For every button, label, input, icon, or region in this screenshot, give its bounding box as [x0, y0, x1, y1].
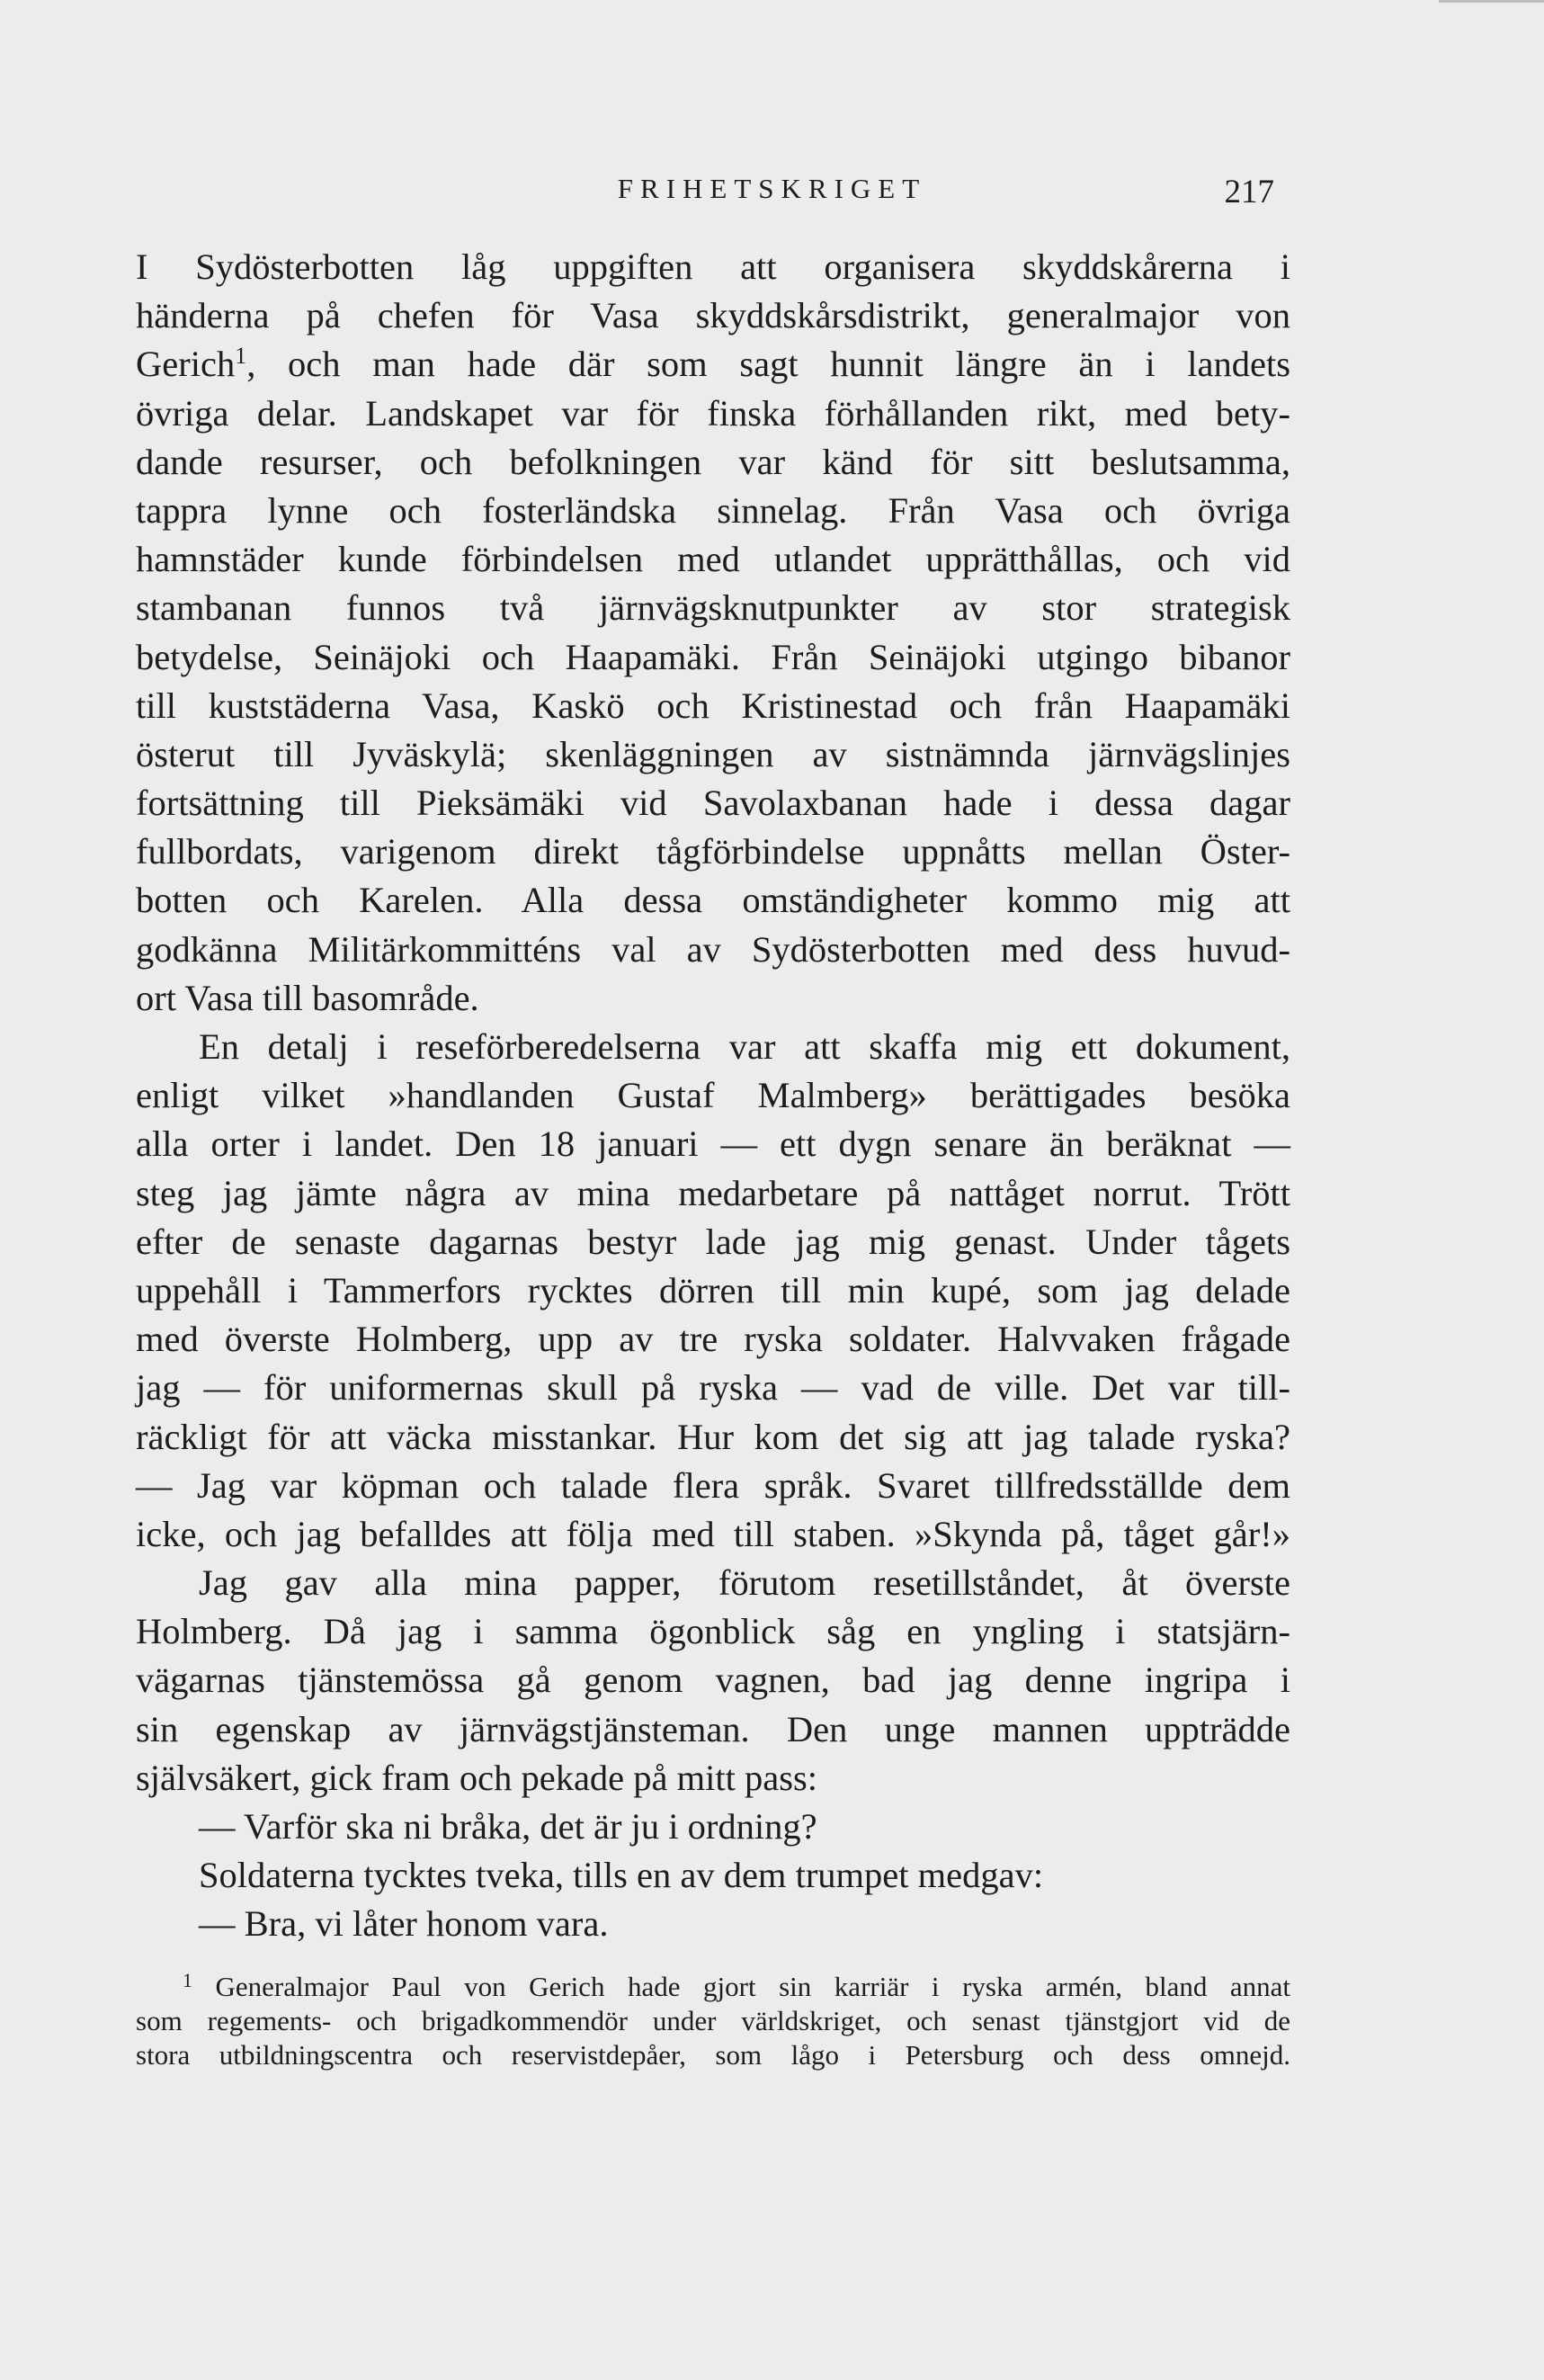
footnote-marker: 1	[183, 1969, 192, 1991]
text-line: österut till Jyväskylä; skenläggningen av sistnämnda järnvägslinjes	[136, 733, 1290, 774]
text-line: icke, och jag befalldes att följa med till staben. »Skynda på, tåget går!»	[136, 1513, 1290, 1554]
text-line: En detalj i reseförberedelserna var att skaffa mig ett dokument,	[199, 1026, 1290, 1067]
text-line: steg jag jämte några av mina medarbetare på nattåget norrut. Trött	[136, 1172, 1290, 1213]
paragraph	[136, 1023, 1290, 1559]
text-line: botten och Karelen. Alla dessa omständigheter kommo mig att	[136, 880, 1290, 921]
text-line: till kuststäderna Vasa, Kaskö och Kristinestad och från Haapamäki	[136, 684, 1290, 726]
text-line: ort Vasa till basområde.	[136, 977, 479, 1018]
text-line	[136, 340, 1290, 389]
text-line: hamnstäder kunde förbindelsen med utlandet upprätthållas, och vid	[136, 539, 1290, 580]
text-line: övriga delar. Landskapet var för finska förhållanden rikt, med bety-	[136, 392, 1290, 434]
text-line: händerna på chefen för Vasa skyddskårsdistrikt, generalmajor von	[136, 295, 1290, 336]
text-line: vägarnas tjänstemössa gå genom vagnen, bad jag denne ingripa i	[136, 1660, 1290, 1701]
scan-edge-rule	[1439, 0, 1544, 3]
footnote-line: stora utbildningscentra och reservistdepåer, som lågo i Petersburg och dess omnejd.	[136, 2039, 1290, 2071]
paragraph	[136, 243, 1290, 1023]
text-line: alla orter i landet. Den 18 januari — ett dygn senare än beräknat —	[136, 1123, 1290, 1165]
footnote-line	[136, 1970, 1290, 2004]
text-line: godkänna Militärkommitténs val av Sydösterbotten med dess huvud-	[136, 928, 1290, 970]
footnote-line: som regements- och brigadkommendör under världskriget, och senast tjänstgjort vid de	[136, 2005, 1290, 2036]
text-line: efter de senaste dagarnas bestyr lade jag mig genast. Under tågets	[136, 1221, 1290, 1262]
text-line: Jag gav alla mina papper, förutom resetillståndet, åt överste	[199, 1562, 1290, 1604]
paragraph	[136, 1559, 1290, 1803]
dialogue-line: Soldaterna tycktes tveka, tills en av dem trumpet medgav:	[199, 1855, 1044, 1896]
text-line: uppehåll i Tammerfors rycktes dörren till min kupé, som jag delade	[136, 1269, 1290, 1311]
text-line: sin egenskap av järnvägstjänsteman. Den unge mannen uppträdde	[136, 1708, 1290, 1749]
text-line: I Sydösterbotten låg uppgiften att organisera skyddskårerna i	[136, 246, 1290, 287]
body-text	[136, 243, 1290, 1949]
dialogue-line: — Varför ska ni bråka, det är ju i ordning?	[199, 1806, 817, 1847]
footnote	[136, 1970, 1290, 2072]
dialogue	[136, 1803, 1290, 1949]
text-segment: Gerich	[136, 344, 236, 385]
text-line: — Jag var köpman och talade flera språk. Svaret tillfredsställde dem	[136, 1464, 1290, 1506]
text-line: betydelse, Seinäjoki och Haapamäki. Från Seinäjoki utgingo bibanor	[136, 636, 1290, 677]
page-number: 217	[1224, 174, 1274, 210]
text-line: enligt vilket »handlanden Gustaf Malmberg» berättigades besöka	[136, 1075, 1290, 1116]
text-line: fortsättning till Pieksämäki vid Savolaxbanan hade i dessa dagar	[136, 783, 1290, 824]
running-title: FRIHETSKRIGET	[617, 173, 927, 204]
footnote-reference: 1	[235, 343, 247, 370]
text-line: räckligt för att väcka misstankar. Hur kom det sig att jag talade ryska?	[136, 1416, 1290, 1457]
footnote-text: Generalmajor Paul von Gerich hade gjort sin karriär i ryska armén, bland annat	[215, 1971, 1290, 2002]
text-line: jag — för uniformernas skull på ryska — vad de ville. Det var till-	[136, 1367, 1290, 1409]
dialogue-line: — Bra, vi låter honom vara.	[199, 1903, 609, 1945]
text-segment: , och man hade där som sagt hunnit längre än i landets	[246, 344, 1290, 385]
text-line: stambanan funnos två järnvägsknutpunkter av stor strategisk	[136, 587, 1290, 629]
text-line: tappra lynne och fosterländska sinnelag. Från Vasa och övriga	[136, 489, 1290, 531]
text-line: med överste Holmberg, upp av tre ryska soldater. Halvvaken frågade	[136, 1319, 1290, 1360]
text-line: dande resurser, och befolkningen var känd för sitt beslutsamma,	[136, 441, 1290, 482]
text-line: fullbordats, varigenom direkt tågförbindelse uppnåtts mellan Öster-	[136, 831, 1290, 872]
text-line: självsäkert, gick fram och pekade på mitt pass:	[136, 1757, 818, 1798]
page-header	[270, 173, 1274, 218]
text-line: Holmberg. Då jag i samma ögonblick såg en yngling i statsjärn-	[136, 1611, 1290, 1652]
